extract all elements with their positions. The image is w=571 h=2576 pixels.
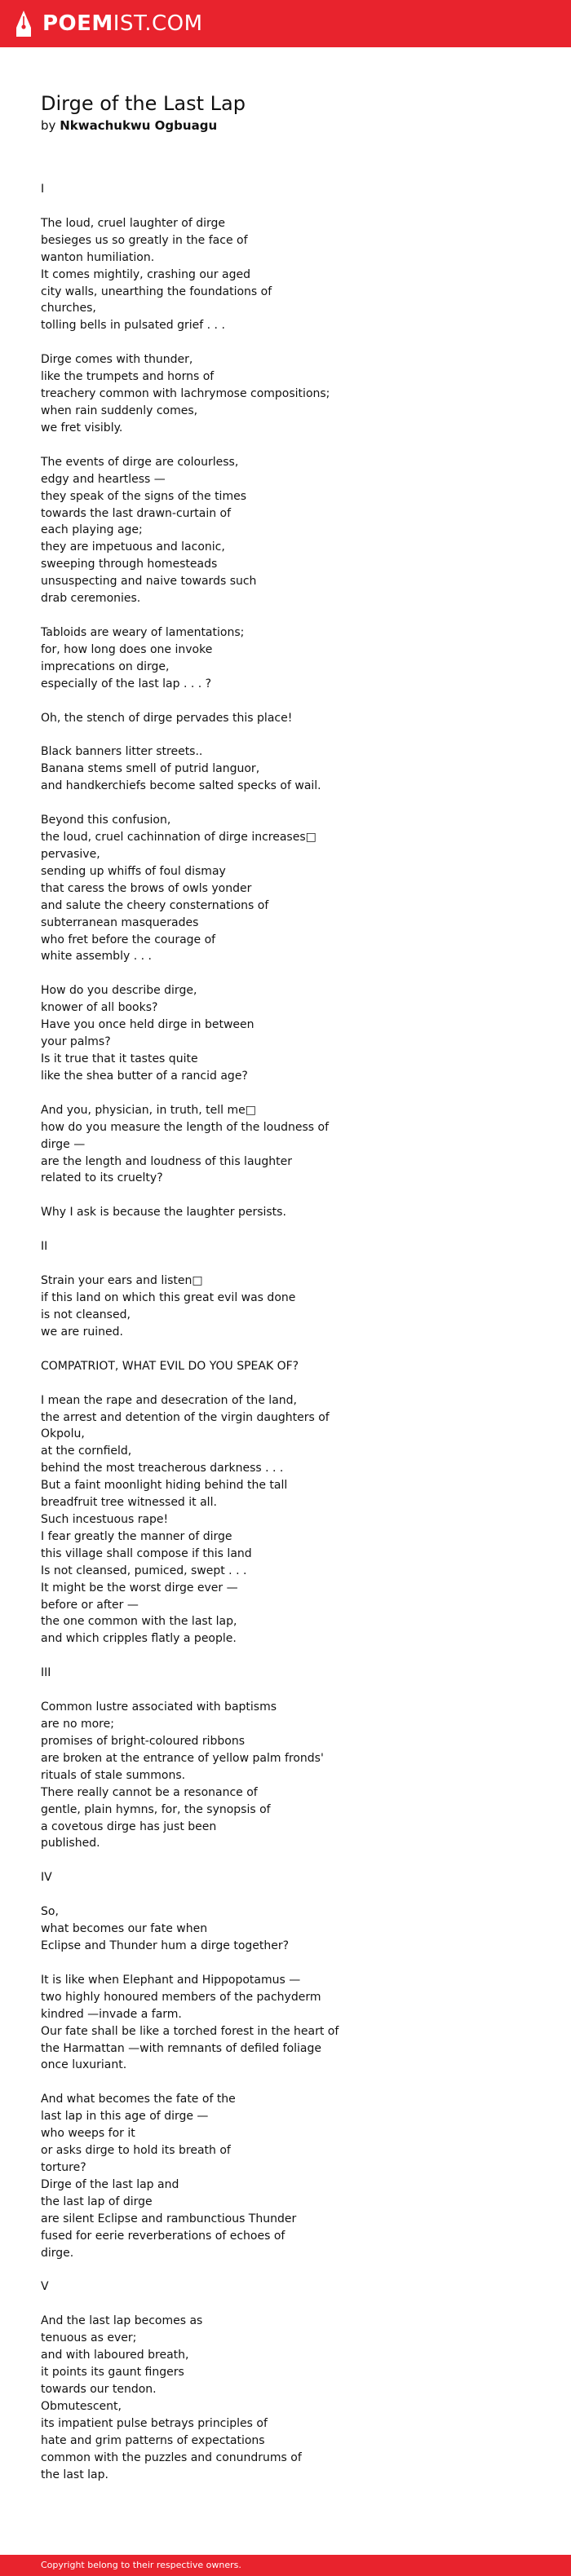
poem-line: they are impetuous and laconic,	[41, 540, 225, 554]
poem-line: Have you once held dirge in between	[41, 1018, 255, 1032]
poem-line: gentle, plain hymns, for, the synopsis of	[41, 1802, 271, 1816]
poem-line: especially of the last lap . . . ?	[41, 677, 212, 690]
poem-line: are no more;	[41, 1718, 114, 1731]
poem-line: behind the most treacherous darkness . . .	[41, 1462, 284, 1475]
poem-line: treachery common with lachrymose compositions;	[41, 387, 330, 401]
poem-line: kindred —invade a farm.	[41, 2007, 182, 2021]
poem-line: common with the puzzles and conundrums of	[41, 2450, 302, 2464]
poem-stanza	[41, 982, 530, 1084]
poem-stanza	[41, 351, 530, 437]
poem-title: Dirge of the Last Lap	[41, 92, 246, 115]
poem-line: breadfruit tree witnessed it all.	[41, 1496, 217, 1510]
poem-stanza	[41, 1665, 530, 1682]
poem-line: the last lap of dirge	[41, 2194, 153, 2208]
site-logo-text	[42, 11, 203, 36]
poem-line: II	[41, 1240, 48, 1254]
poem-line: There really cannot be a resonance of	[41, 1785, 258, 1799]
poem-line: and with laboured breath,	[41, 2349, 189, 2362]
poem-line: towards our tendon.	[41, 2382, 157, 2396]
poem-stanza	[41, 1869, 530, 1886]
poem-line: It is like when Elephant and Hippopotamus —	[41, 1973, 301, 1987]
poem-line: subterranean masquerades	[41, 915, 199, 929]
poem-line: its impatient pulse betrays principles of	[41, 2416, 268, 2430]
poem-line: when rain suddenly comes,	[41, 404, 198, 417]
poem-heading	[41, 91, 530, 134]
poem-line: they speak of the signs of the times	[41, 489, 246, 503]
poem-line: related to its cruelty?	[41, 1171, 163, 1185]
poem-body	[41, 181, 530, 2500]
poem-line: Beyond this confusion,	[41, 814, 171, 827]
poem-line: tenuous as ever;	[41, 2331, 137, 2345]
poem-line: Dirge comes with thunder,	[41, 353, 193, 367]
poem-line: and handkerchiefs become salted specks of wail.	[41, 779, 321, 793]
poem-line: what becomes our fate when	[41, 1922, 208, 1936]
poem-stanza	[41, 812, 530, 965]
poem-line: The events of dirge are colourless,	[41, 455, 239, 469]
poem-stanza	[41, 1699, 530, 1852]
poem-line: pervasive,	[41, 848, 100, 861]
poem-line: And the last lap becomes as	[41, 2314, 203, 2328]
poem-line: towards the last drawn-curtain of	[41, 506, 232, 520]
poem-byline	[41, 117, 530, 134]
poem-line: are the length and loudness of this laughter	[41, 1154, 293, 1168]
poem-line: are broken at the entrance of yellow palm fronds'	[41, 1751, 324, 1765]
poem-author: Nkwachukwu Ogbuagu	[60, 118, 218, 133]
poem-line: Black banners litter streets..	[41, 745, 203, 759]
poem-line: But a faint moonlight hiding behind the tall	[41, 1479, 288, 1493]
poem-line: if this land on which this great evil was done	[41, 1291, 296, 1305]
poem-stanza	[41, 2313, 530, 2483]
poem-line: is not cleansed,	[41, 1308, 131, 1321]
poem-line: Is not cleansed, pumiced, swept . . .	[41, 1564, 247, 1577]
site-footer	[0, 2555, 571, 2576]
poem-line: that caress the brows of owls yonder	[41, 881, 252, 895]
poem-line: Dirge of the last lap and	[41, 2177, 179, 2191]
poem-line: It might be the worst dirge ever —	[41, 1581, 238, 1595]
poem-line: we are ruined.	[41, 1325, 123, 1339]
poem-line: or asks dirge to hold its breath of	[41, 2144, 231, 2158]
poem-line: churches,	[41, 302, 96, 315]
poem-line: Common lustre associated with baptisms	[41, 1700, 277, 1714]
poem-line: and salute the cheery consternations of	[41, 898, 269, 912]
poem-line: your palms?	[41, 1035, 111, 1049]
poem-line: hate and grim patterns of expectations	[41, 2433, 265, 2447]
poem-line: And what becomes the fate of the	[41, 2093, 236, 2106]
poem-line: dirge —	[41, 1137, 86, 1151]
poem-line: It comes mightily, crashing our aged	[41, 267, 250, 281]
site-logo[interactable]	[15, 8, 203, 39]
poem-line: the Harmattan —with remnants of defiled foliage	[41, 2041, 322, 2055]
site-header	[0, 0, 571, 47]
logo-text-thin: IST.COM	[113, 11, 203, 36]
poem-line: unsuspecting and naive towards such	[41, 575, 257, 589]
poem-line: I	[41, 183, 45, 196]
poem-line: besieges us so greatly in the face of	[41, 233, 248, 247]
poem-stanza	[41, 1204, 530, 1221]
poem-line: wanton humiliation.	[41, 250, 155, 264]
poem-line: at the cornfield,	[41, 1445, 132, 1458]
poem-line: Is it true that it tastes quite	[41, 1052, 198, 1065]
poem-stanza	[41, 1903, 530, 1955]
poem-stanza	[41, 2091, 530, 2261]
poem-stanza	[41, 1273, 530, 1341]
poem-stanza	[41, 215, 530, 334]
poem-line: Strain your ears and listen□	[41, 1274, 203, 1288]
poem-line: promises of bright-coloured ribbons	[41, 1734, 245, 1748]
poem-line: who fret before the courage of	[41, 933, 216, 946]
poem-line: And you, physician, in truth, tell me□	[41, 1103, 256, 1117]
copyright-text: Copyright belong to their respective owners.	[41, 2560, 241, 2570]
poem-line: How do you describe dirge,	[41, 984, 197, 998]
poem-line: are silent Eclipse and rambunctious Thunder	[41, 2212, 297, 2225]
poem-line: who weeps for it	[41, 2127, 135, 2141]
poem-line: and which cripples flatly a people.	[41, 1632, 237, 1646]
poem-line: city walls, unearthing the foundations of	[41, 285, 272, 298]
poem-line: So,	[41, 1905, 59, 1919]
poem-line: Banana stems smell of putrid languor,	[41, 762, 260, 776]
poem-stanza	[41, 1972, 530, 2074]
poem-line: IV	[41, 1871, 52, 1885]
poem-line: the loud, cruel cachinnation of dirge increases□	[41, 831, 316, 845]
poem-line: Such incestuous rape!	[41, 1513, 169, 1526]
poem-stanza	[41, 2278, 530, 2296]
poem-stanza	[41, 1238, 530, 1255]
poem-line: sweeping through homesteads	[41, 558, 218, 571]
poem-line: once luxuriant.	[41, 2058, 127, 2072]
poem-stanza	[41, 710, 530, 727]
poem-stanza	[41, 1392, 530, 1648]
poem-line: the arrest and detention of the virgin daughters of	[41, 1410, 330, 1424]
poem-line: each playing age;	[41, 523, 143, 537]
poem-line: Tabloids are weary of lamentations;	[41, 625, 245, 639]
pen-nib-icon	[15, 10, 33, 37]
poem-line: sending up whiffs of foul dismay	[41, 864, 226, 878]
byline-prefix: by	[41, 118, 56, 133]
poem-line: this village shall compose if this land	[41, 1546, 252, 1560]
poem-line: for, how long does one invoke	[41, 642, 213, 656]
poem-line: imprecations on dirge,	[41, 659, 170, 673]
poem-line: Okpolu,	[41, 1427, 85, 1441]
poem-line: Oh, the stench of dirge pervades this place!	[41, 711, 293, 725]
poem-line: V	[41, 2280, 49, 2294]
poem-line: torture?	[41, 2161, 86, 2174]
poem-line: COMPATRIOT, WHAT EVIL DO YOU SPEAK OF?	[41, 1359, 299, 1373]
poem-line: III	[41, 1666, 51, 1680]
poem-line: we fret visibly.	[41, 421, 123, 434]
poem-line: last lap in this age of dirge —	[41, 2110, 209, 2124]
poem-line: two highly honoured members of the pachyderm	[41, 1990, 321, 2004]
poem-line: the one common with the last lap,	[41, 1615, 237, 1629]
poem-line: Obmutescent,	[41, 2399, 122, 2413]
poem-stanza	[41, 454, 530, 607]
poem-line: Why I ask is because the laughter persists.	[41, 1206, 286, 1220]
poem-stanza	[41, 1358, 530, 1375]
poem-line: it points its gaunt fingers	[41, 2366, 184, 2380]
poem-line: knower of all books?	[41, 1001, 158, 1015]
poem-line: before or after —	[41, 1598, 139, 1612]
poem-line: how do you measure the length of the loudness of	[41, 1120, 330, 1134]
poem-line: rituals of stale summons.	[41, 1768, 186, 1782]
poem-line: I fear greatly the manner of dirge	[41, 1529, 232, 1543]
poem-stanza	[41, 743, 530, 795]
poem-line: dirge.	[41, 2246, 74, 2260]
poem-line: tolling bells in pulsated grief . . .	[41, 319, 225, 333]
poem-line: like the trumpets and horns of	[41, 370, 215, 384]
poem-line: like the shea butter of a rancid age?	[41, 1069, 248, 1083]
poem-stanza	[41, 1102, 530, 1188]
poem-line: the last lap.	[41, 2468, 108, 2481]
logo-text-bold: POEM	[42, 11, 113, 36]
poem-stanza	[41, 181, 530, 198]
poem-line: Eclipse and Thunder hum a dirge together?	[41, 1939, 290, 1953]
poem-line: The loud, cruel laughter of dirge	[41, 216, 226, 230]
poem-line: edgy and heartless —	[41, 472, 166, 486]
poem-line: I mean the rape and desecration of the land,	[41, 1393, 297, 1407]
poem-line: Our fate shall be like a torched forest in the heart of	[41, 2024, 339, 2038]
poem-line: published.	[41, 1837, 100, 1850]
poem-line: white assembly . . .	[41, 950, 152, 964]
poem-line: fused for eerie reverberations of echoes of	[41, 2229, 286, 2243]
poem-line: drab ceremonies.	[41, 592, 141, 606]
poem-line: a covetous dirge has just been	[41, 1820, 217, 1833]
poem-stanza	[41, 624, 530, 693]
